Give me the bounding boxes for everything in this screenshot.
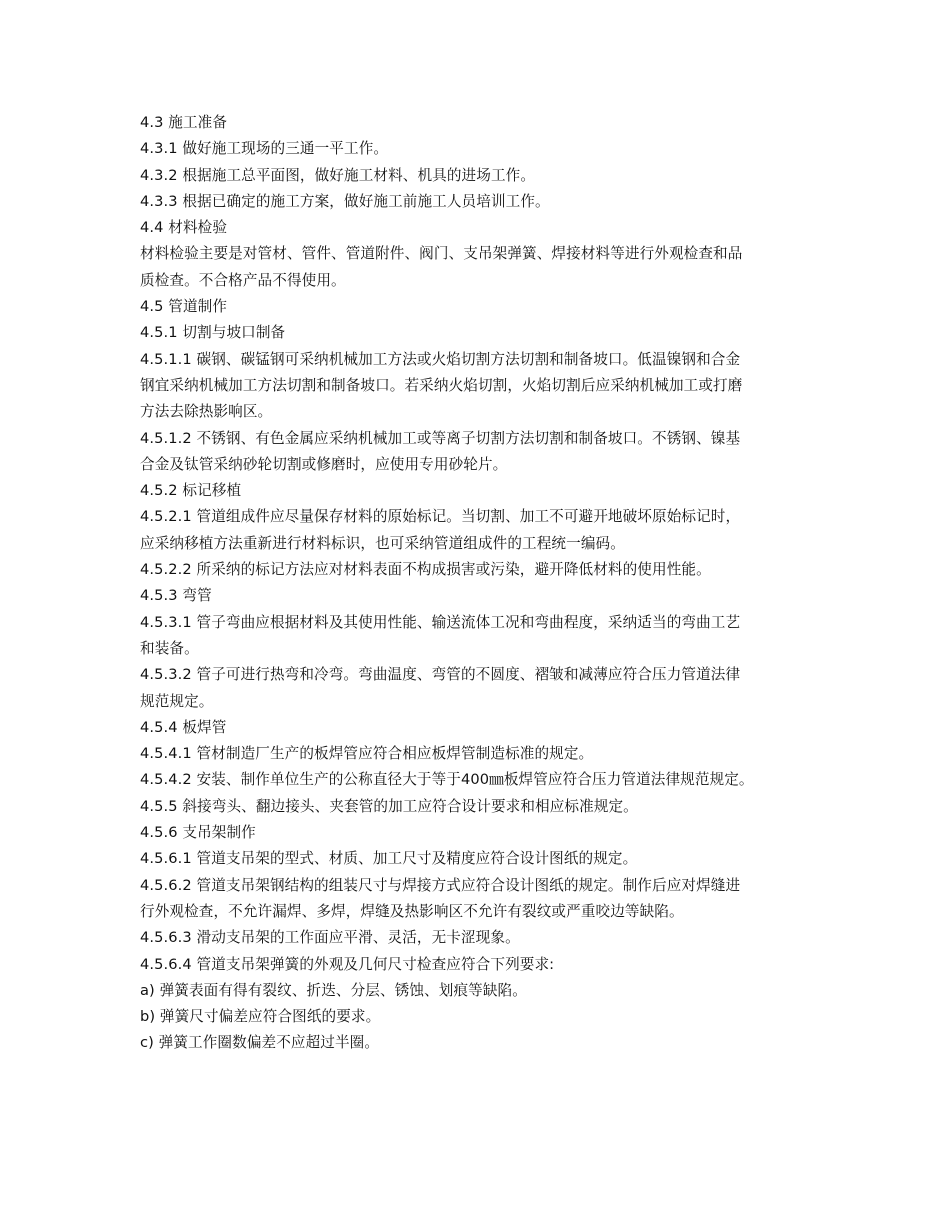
clause-4-5-6-3: 4.5.6.3 滑动支吊架的工作面应平滑、灵活，无卡涩现象。 — [140, 929, 520, 947]
clause-4-3-1: 4.3.1 做好施工现场的三通一平工作。 — [140, 140, 389, 158]
clause-4-5-4-1: 4.5.4.1 管材制造厂生产的板焊管应符合相应板焊管制造标准的规定。 — [140, 745, 594, 763]
section-heading-4-3: 4.3 施工准备 — [140, 114, 228, 131]
clause-4-5-6-4: 4.5.6.4 管道支吊架弹簧的外观及几何尺寸检查应符合下列要求: — [140, 955, 555, 973]
clause-4-5-1-2-line-1: 4.5.1.2 不锈钢、有色金属应采纳机械加工或等离子切割方法切割和制备坡口。不锈钢、镍基 — [140, 429, 741, 447]
document-body — [140, 110, 812, 1057]
clause-4-5-3-2-line-2: 规范规定。 — [140, 692, 214, 710]
list-item-a: a) 弹簧表面有得有裂纹、折迭、分层、锈蚀、划痕等缺陷。 — [140, 981, 527, 999]
clause-4-5-3-1-line-2: 和装备。 — [140, 639, 199, 657]
list-item-c: c) 弹簧工作圈数偏差不应超过半圈。 — [140, 1034, 380, 1052]
subsection-heading-4-5-2: 4.5.2 标记移植 — [140, 482, 242, 500]
clause-4-5-2-1-line-1: 4.5.2.1 管道组成件应尽量保存材料的原始标记。当切割、加工不可避开地破坏原始标记时， — [140, 508, 741, 526]
clause-4-5-1-1-line-1: 4.5.1.1 碳钢、碳锰钢可采纳机械加工方法或火焰切割方法切割和制备坡口。低温镍钢和合金 — [140, 350, 741, 368]
paragraph-material-inspection-line-2: 质检查。不合格产品不得使用。 — [140, 271, 346, 289]
subsection-heading-4-5-4: 4.5.4 板焊管 — [140, 718, 227, 736]
subsection-heading-4-5-3: 4.5.3 弯管 — [140, 587, 212, 605]
clause-4-5-1-2-line-2: 合金及钛管采纳砂轮切割或修磨时，应使用专用砂轮片。 — [140, 455, 508, 473]
clause-4-5-3-1-line-1: 4.5.3.1 管子弯曲应根据材料及其使用性能、输送流体工况和弯曲程度，采纳适当的弯曲工艺 — [140, 613, 741, 631]
section-heading-4-5: 4.5 管道制作 — [140, 298, 228, 316]
subsection-heading-4-5-1: 4.5.1 切割与坡口制备 — [140, 324, 286, 342]
section-heading-4-4: 4.4 材料检验 — [140, 219, 228, 237]
paragraph-material-inspection-line-1: 材料检验主要是对管材、管件、管道附件、阀门、支吊架弹簧、焊接材料等进行外观检查和品 — [140, 245, 743, 263]
clause-4-5-2-2: 4.5.2.2 所采纳的标记方法应对材料表面不构成损害或污染，避开降低材料的使用性能。 — [140, 561, 711, 579]
clause-4-5-5: 4.5.5 斜接弯头、翻边接头、夹套管的加工应符合设计要求和相应标准规定。 — [140, 797, 638, 815]
clause-4-5-6-1: 4.5.6.1 管道支吊架的型式、材质、加工尺寸及精度应符合设计图纸的规定。 — [140, 850, 638, 868]
clause-4-5-6-2-line-2: 行外观检查，不允许漏焊、多焊，焊缝及热影响区不允许有裂纹或严重咬边等缺陷。 — [140, 902, 684, 920]
clause-4-5-1-1-line-2: 钢宜采纳机械加工方法切割和制备坡口。若采纳火焰切割，火焰切割后应采纳机械加工或打磨 — [140, 376, 743, 394]
clause-4-5-6-2-line-1: 4.5.6.2 管道支吊架钢结构的组装尺寸与焊接方式应符合设计图纸的规定。制作后应对焊缝进 — [140, 876, 741, 894]
clause-4-3-2: 4.3.2 根据施工总平面图，做好施工材料、机具的进场工作。 — [140, 166, 536, 184]
list-item-b: b) 弹簧尺寸偏差应符合图纸的要求。 — [140, 1008, 381, 1026]
clause-4-5-3-2-line-1: 4.5.3.2 管子可进行热弯和冷弯。弯曲温度、弯管的不圆度、褶皱和减薄应符合压力管道法律 — [140, 666, 741, 684]
clause-4-5-4-2: 4.5.4.2 安装、制作单位生产的公称直径大于等于400㎜板焊管应符合压力管道法律规范规定。 — [140, 771, 754, 789]
clause-4-5-2-1-line-2: 应采纳移植方法重新进行材料标识，也可采纳管道组成件的工程统一编码。 — [140, 534, 625, 552]
clause-4-5-1-1-line-3: 方法去除热影响区。 — [140, 403, 273, 421]
clause-4-3-3: 4.3.3 根据已确定的施工方案，做好施工前施工人员培训工作。 — [140, 192, 550, 210]
subsection-heading-4-5-6: 4.5.6 支吊架制作 — [140, 824, 256, 842]
